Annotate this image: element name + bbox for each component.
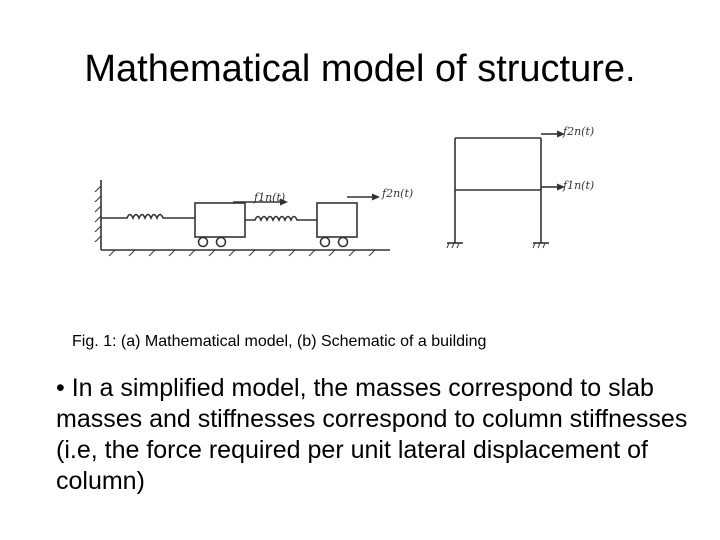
bullet-point: • In a simplified model, the masses correspond to slab masses and stiffnesses correspond to column stiffnesses (i.e, the force required per unit lateral displacement of column) (56, 374, 688, 495)
wall-hatching (95, 186, 101, 242)
force-arrow-2-head (372, 194, 380, 201)
building-schematic (447, 131, 565, 249)
slide-title: Mathematical model of structure. (84, 48, 636, 90)
structure-figure (55, 108, 615, 283)
force-label-f2-model: f2n(t) (382, 187, 414, 200)
mass-2-wheel-left (321, 238, 330, 247)
structure-diagram (55, 108, 615, 283)
mass-2-wheel-right (339, 238, 348, 247)
spring-1 (101, 215, 195, 219)
mass-1-wheel-left (199, 238, 208, 247)
spring-2 (245, 217, 317, 221)
mass-2 (317, 203, 357, 237)
figure-caption: Fig. 1: (a) Mathematical model, (b) Schematic of a building (72, 333, 487, 350)
ground-hatching (109, 250, 375, 256)
force-label-f1-model: f1n(t) (254, 191, 286, 204)
force-label-f2-building: f2n(t) (563, 125, 595, 138)
force-label-f1-building: f1n(t) (563, 179, 595, 192)
mathematical-model (95, 180, 390, 256)
mass-1 (195, 203, 245, 237)
mass-1-wheel-right (217, 238, 226, 247)
